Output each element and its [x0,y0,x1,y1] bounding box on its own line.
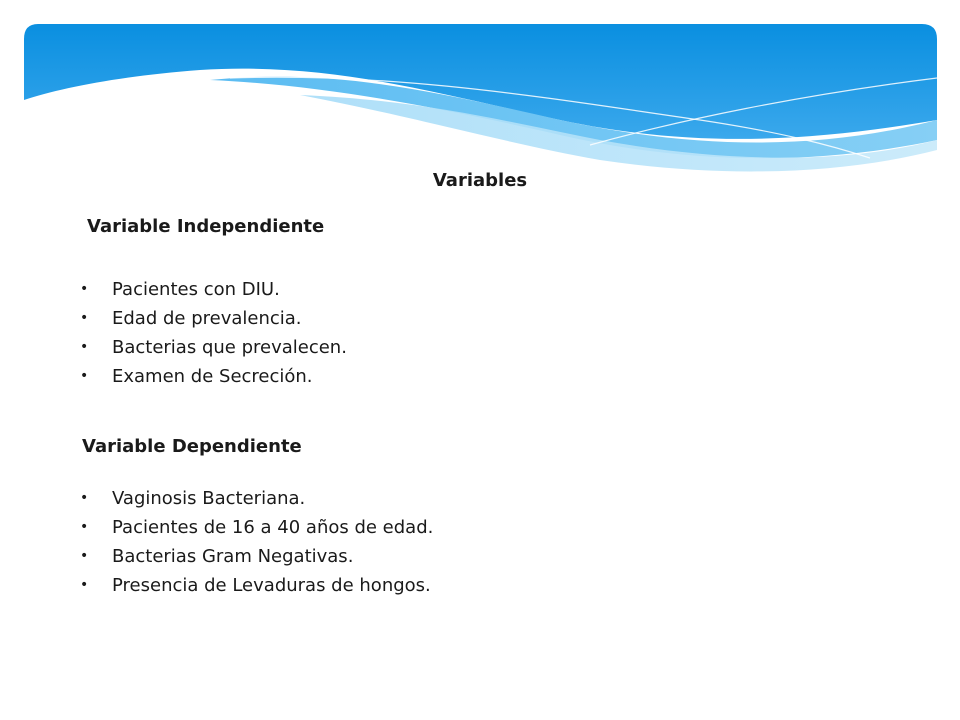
bullet-icon: • [80,339,89,355]
section-heading-independent: Variable Independiente [87,216,325,237]
list-item-text: Bacterias Gram Negativas. [112,546,354,567]
list-item-text: Presencia de Levaduras de hongos. [112,575,431,596]
bullet-icon: • [80,368,89,384]
list-item [80,571,433,600]
dependent-variables-list [80,484,433,600]
list-item-text: Vaginosis Bacteriana. [112,488,306,509]
bullet-icon: • [80,519,89,535]
bullet-icon: • [80,577,89,593]
list-item [80,484,433,513]
list-item [80,333,347,362]
slide-title: Variables [432,170,528,191]
list-item-text: Bacterias que prevalecen. [112,337,347,358]
list-item-text: Examen de Secreción. [112,366,313,387]
list-item [80,304,347,333]
list-item-text: Pacientes de 16 a 40 años de edad. [112,517,434,538]
list-item [80,275,347,304]
section-heading-dependent: Variable Dependiente [82,436,302,457]
list-item-text: Pacientes con DIU. [112,279,280,300]
bullet-icon: • [80,490,89,506]
list-item [80,362,347,391]
bullet-icon: • [80,281,89,297]
bullet-icon: • [80,310,89,326]
list-item [80,542,433,571]
bullet-icon: • [80,548,89,564]
list-item [80,513,433,542]
independent-variables-list [80,275,347,391]
list-item-text: Edad de prevalencia. [112,308,302,329]
